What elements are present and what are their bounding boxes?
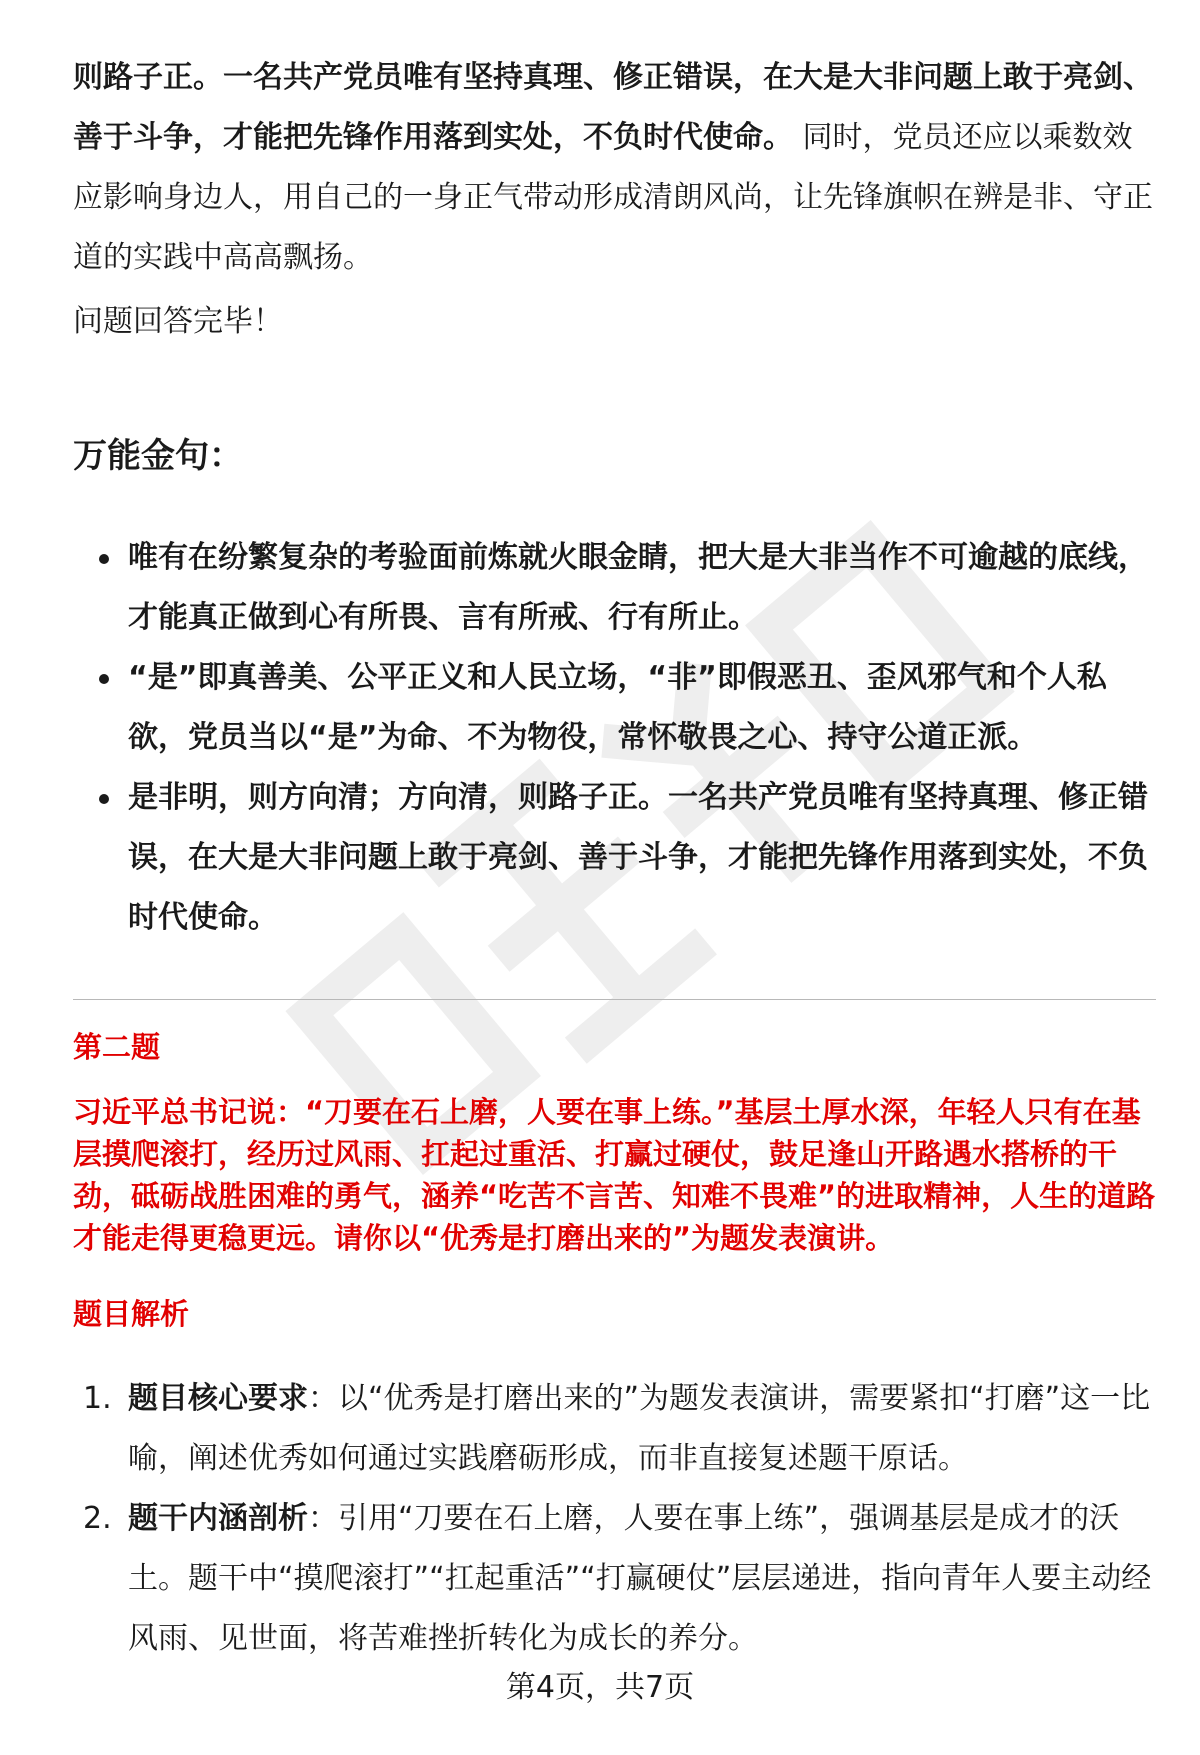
item-text: ：引用“刀要在石上磨，人要在事上练”，强调基层是成才的沃土。题干中“摸爬滚打”“扛起重活”“打赢硬仗”层层递进，指向青年人要主动经风雨、见世面，将苦难挫折转化为成长的养分。 [128,1501,1152,1656]
analysis-list [73,1369,1153,1669]
list-item [73,1369,1153,1489]
bullet-icon [99,674,109,684]
item-number: 1. [83,1381,112,1416]
list-item [73,528,1153,648]
golden-sentences-list [73,528,1153,948]
list-item-text: 唯有在纷繁复杂的考验面前炼就火眼金睛，把大是大非当作不可逾越的底线，才能真正做到心有所畏、言有所戒、行有所止。 [128,540,1148,635]
bullet-icon [99,794,109,804]
intro-paragraph [73,48,1153,288]
item-label: 题目核心要求 [128,1381,308,1416]
list-item-text: “是”即真善美、公平正义和人民立场，“非”即假恶丑、歪风邪气和个人私欲，党员当以“是”为命、不为物役，常怀敬畏之心、持守公道正派。 [128,660,1107,755]
item-label: 题干内涵剖析 [128,1501,308,1536]
question2-prompt: 习近平总书记说：“刀要在石上磨，人要在事上练。”基层土厚水深，年轻人只有在基层摸爬滚打，经历过风雨、扛起过重活、打赢过硬仗，鼓足逢山开路遇水搭桥的干劲，砥砺战胜困难的勇气，涵养“吃苦不言苦、知难不畏难”的进取精神，人生的道路才能走得更稳更远。请你以“优秀是打磨出来的”为题发表演讲。 [73,1095,1156,1255]
closing-line: 问题回答完毕！ [73,304,283,339]
intro-bold-text: 则路子正。一名共产党员唯有坚持真理、修正错误，在大是大非问题上敢于亮剑、善于斗争，才能把先锋作用落到实处，不负时代使命。 [73,60,1153,155]
section-divider [73,999,1156,1000]
page-footer: 第4页，共7页 [505,1670,695,1705]
intro-regular-text: 同时，党员还应以乘数效应影响身边人，用自己的一身正气带动形成清朗风尚，让先锋旗帜在辨是非、守正道的实践中高高飘扬。 [73,120,1153,275]
list-item-text: 是非明，则方向清；方向清，则路子正。一名共产党员唯有坚持真理、修正错误，在大是大非问题上敢于亮剑、善于斗争，才能把先锋作用落到实处，不负时代使命。 [128,780,1148,935]
question2-heading: 第二题 [73,1030,161,1064]
bullet-icon [99,554,109,564]
golden-sentences-title: 万能金句： [73,436,243,476]
list-item [73,768,1153,948]
item-number: 2. [83,1501,112,1536]
item-text: ：以“优秀是打磨出来的”为题发表演讲，需要紧扣“打磨”这一比喻，阐述优秀如何通过实践磨砺形成，而非直接复述题干原话。 [128,1381,1151,1476]
list-item [73,1489,1153,1669]
analysis-heading: 题目解析 [73,1297,190,1331]
list-item [73,648,1153,768]
